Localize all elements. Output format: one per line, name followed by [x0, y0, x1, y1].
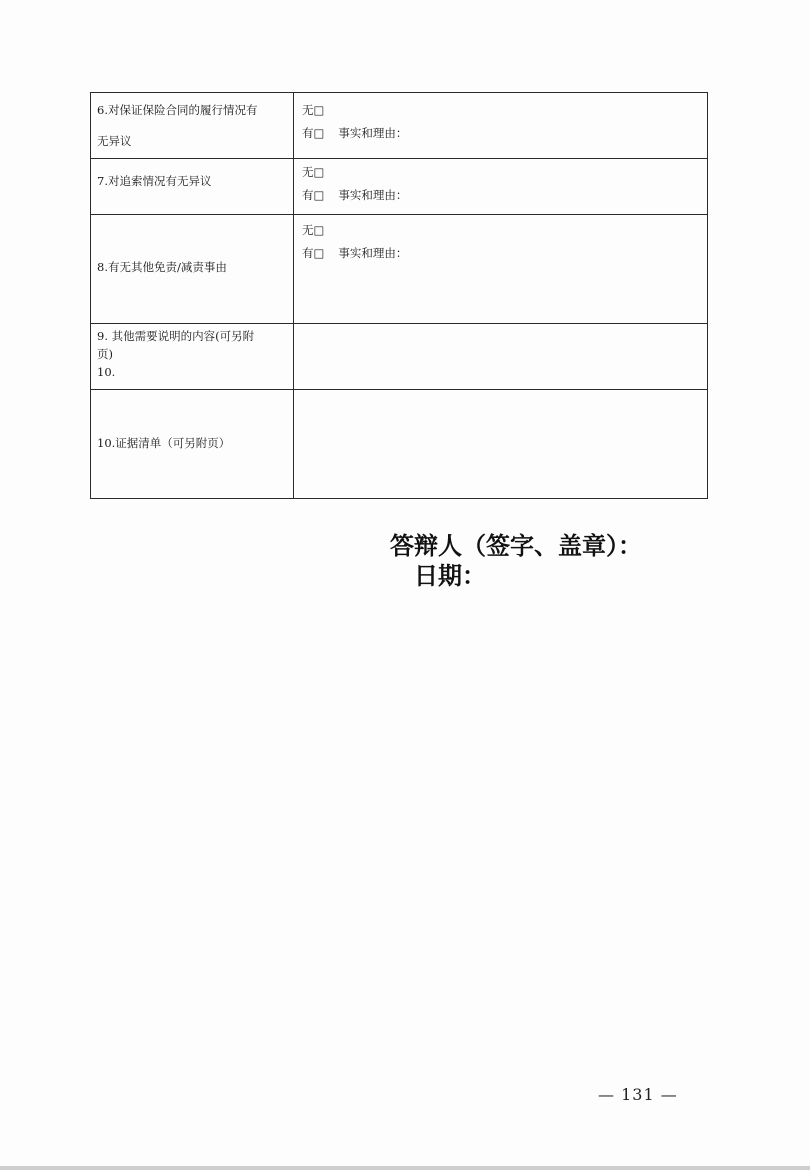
- table-row: [91, 93, 708, 159]
- row-label-line: 6.对保证保险合同的履行情况有: [97, 103, 258, 117]
- row-value-cell[interactable]: [294, 159, 708, 215]
- row-label-cell: [91, 159, 294, 215]
- row-label: 7.对追索情况有无异议: [97, 174, 212, 188]
- row-label-line: 无异议: [97, 134, 132, 149]
- row-label-cell: [91, 215, 294, 324]
- table-row: [91, 390, 708, 499]
- row-value-cell[interactable]: [294, 390, 708, 499]
- respondent-signature-label: 答辩人（签字、盖章）：: [390, 531, 642, 560]
- response-form-table: [90, 92, 708, 499]
- option-none-checkbox[interactable]: 无□: [302, 165, 325, 179]
- signature-block: [390, 531, 642, 591]
- row-label-line: 10.: [97, 364, 116, 379]
- table-row: [91, 215, 708, 324]
- option-none-checkbox[interactable]: 无□: [302, 103, 325, 117]
- row-label-line: 9. 其他需要说明的内容(可另附: [97, 329, 255, 343]
- row-label-cell: [91, 93, 294, 159]
- row-label-cell: [91, 390, 294, 499]
- option-yes-checkbox[interactable]: 有□: [302, 246, 325, 261]
- option-none-checkbox[interactable]: 无□: [302, 223, 325, 237]
- option-yes-checkbox[interactable]: 有□: [302, 126, 325, 141]
- row-label-cell: [91, 324, 294, 390]
- scan-edge-divider: [0, 1166, 810, 1170]
- reason-label: 事实和理由：: [338, 246, 408, 261]
- row-label: [97, 93, 287, 151]
- reason-label: 事实和理由：: [338, 126, 408, 141]
- row-label: 10.证据清单（可另附页）: [97, 436, 231, 450]
- date-label: 日期：: [414, 561, 486, 590]
- option-yes-checkbox[interactable]: 有□: [302, 188, 325, 203]
- row-value-cell[interactable]: [294, 215, 708, 324]
- row-label-line: 页): [97, 346, 113, 361]
- row-value-cell[interactable]: [294, 93, 708, 159]
- row-value-cell[interactable]: [294, 324, 708, 390]
- table-row: [91, 159, 708, 215]
- row-label: 8.有无其他免责/减责事由: [97, 260, 227, 274]
- reason-label: 事实和理由：: [338, 188, 408, 203]
- table-row: [91, 324, 708, 390]
- row-label: [97, 324, 287, 381]
- page-number: — 131 —: [598, 1085, 678, 1104]
